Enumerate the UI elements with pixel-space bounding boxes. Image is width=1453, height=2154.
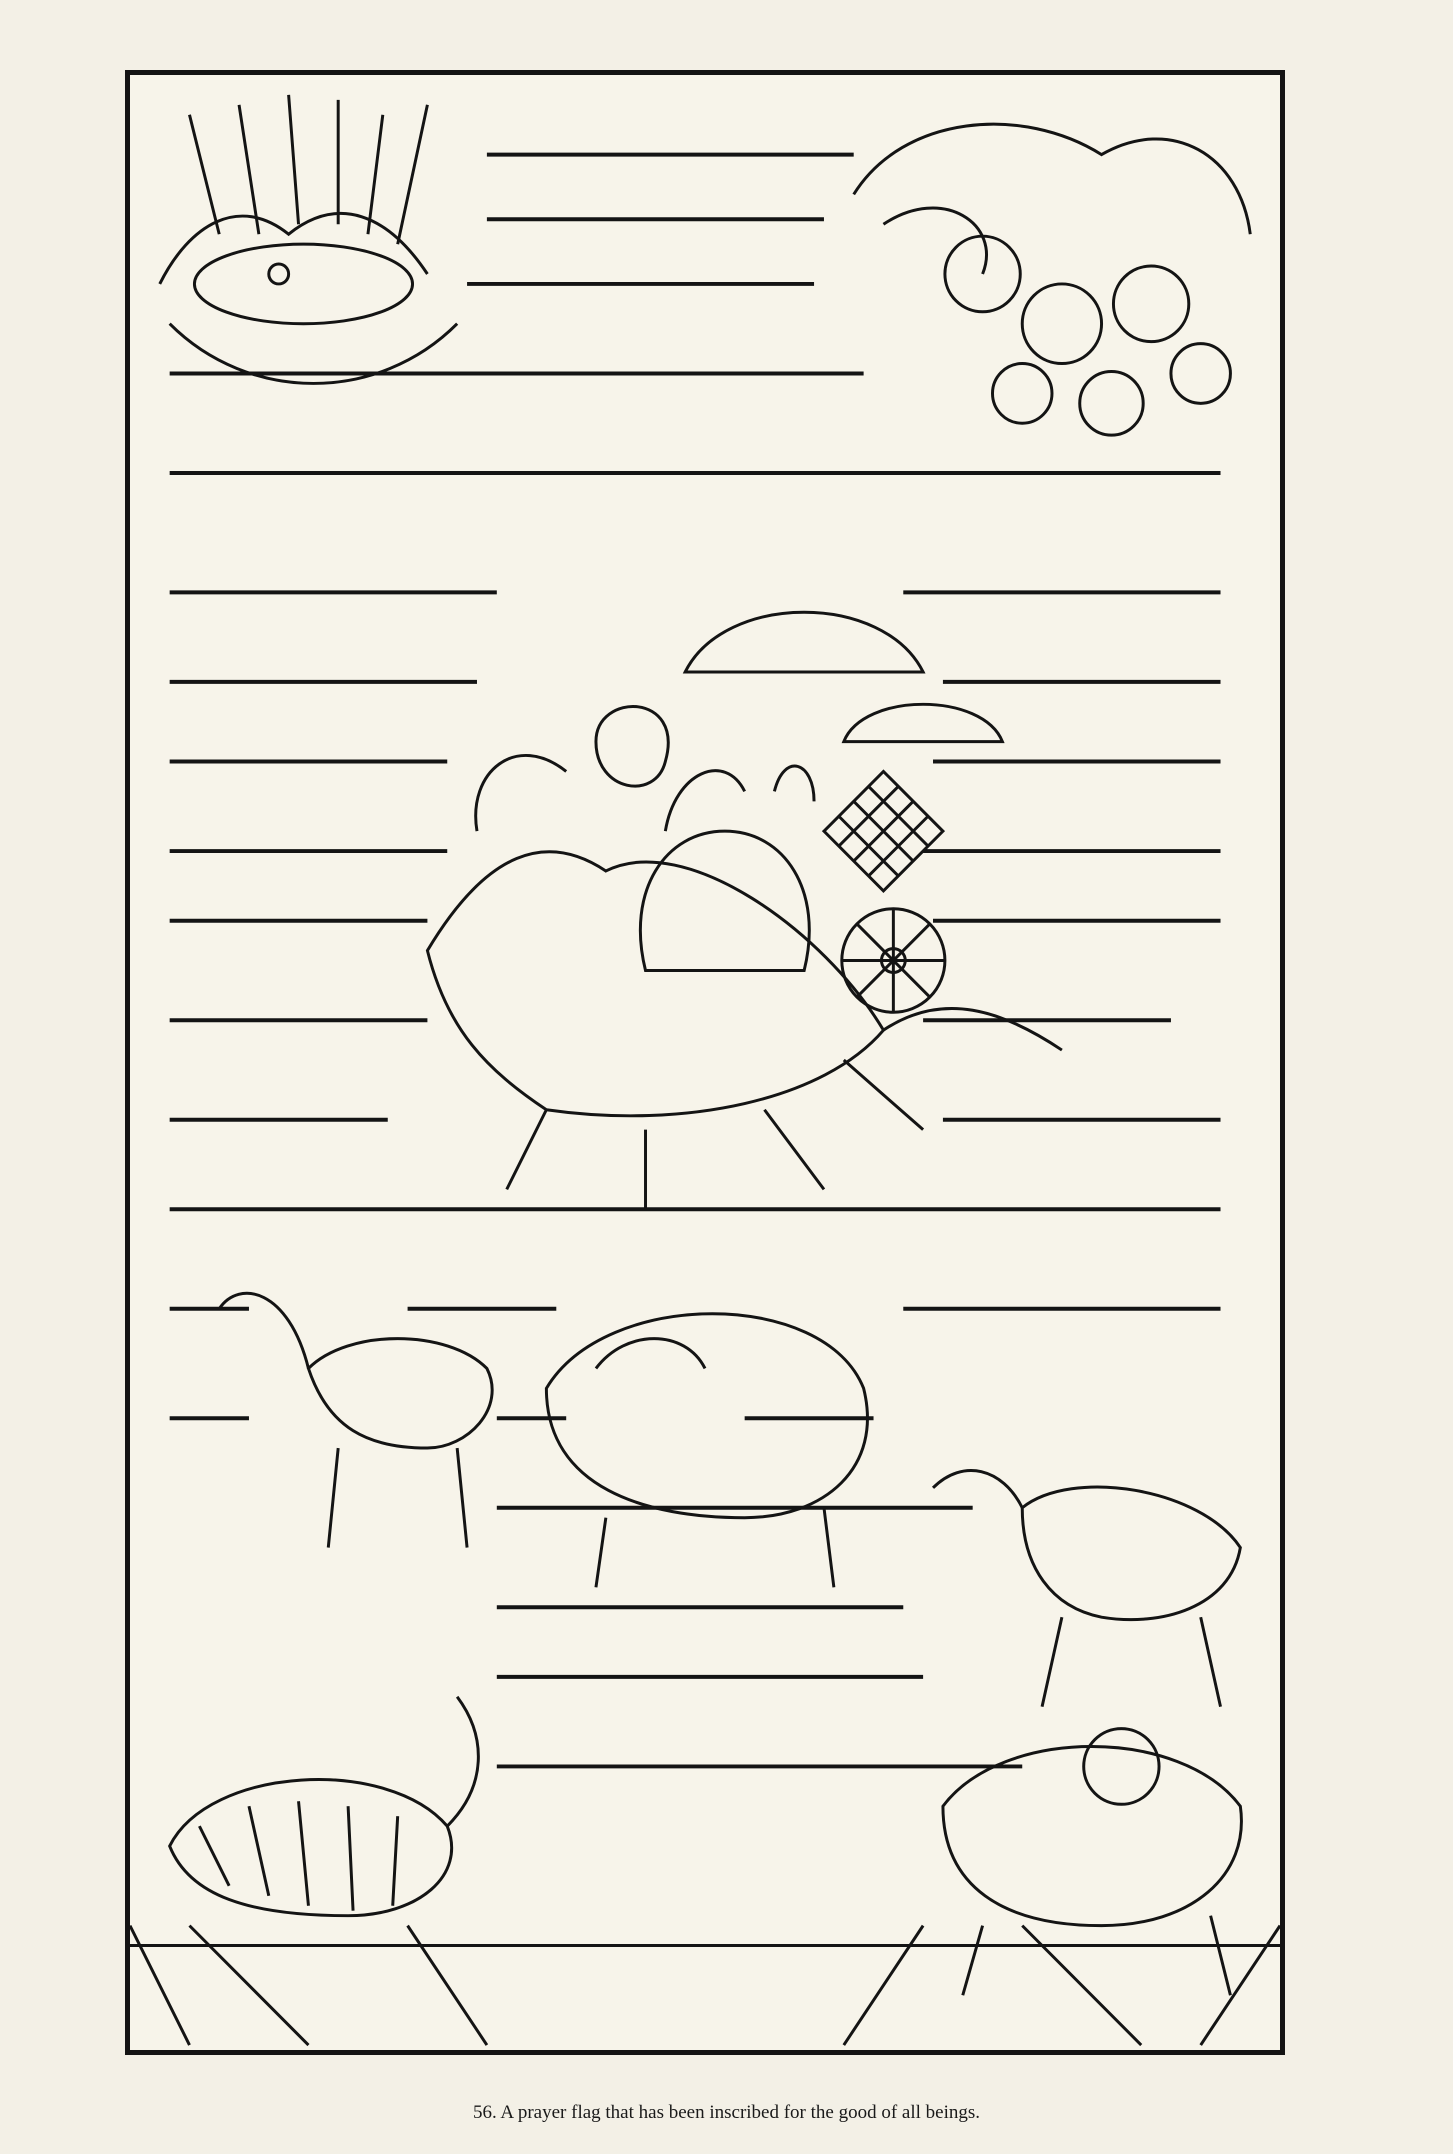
woodcut-illustration xyxy=(130,75,1280,2050)
dharma-wheel xyxy=(842,909,945,1012)
goat-figure xyxy=(933,1470,1240,1706)
flaming-jewels xyxy=(640,766,814,970)
tiger-figure xyxy=(170,1697,479,1916)
figure-caption: 56. A prayer flag that has been inscribed for the good of all beings. xyxy=(472,2102,981,2123)
garuda-figure xyxy=(160,95,457,384)
deer-figure xyxy=(219,1293,492,1547)
dragon-clouds xyxy=(854,124,1251,435)
snow-lion-figure xyxy=(943,1729,1241,1996)
ground-lines xyxy=(130,1926,1280,2045)
endless-knot xyxy=(824,771,943,890)
yak-figure xyxy=(546,1314,867,1588)
wind-horse xyxy=(427,755,1061,1209)
inscription-lines xyxy=(170,155,1221,1767)
prayer-flag-print xyxy=(125,70,1285,2055)
